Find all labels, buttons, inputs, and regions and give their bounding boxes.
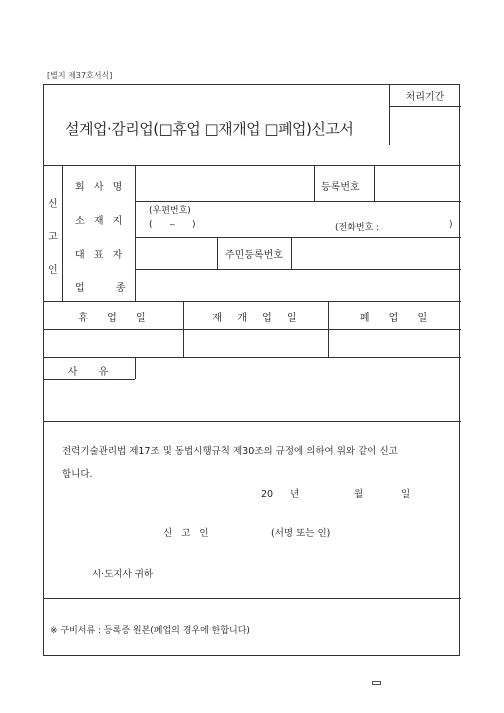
divider [217, 237, 218, 269]
representative-field[interactable] [136, 238, 216, 268]
reason-label: 사 유 [67, 367, 112, 378]
postal-code-text: (우편번호) [149, 206, 191, 216]
reopening-date-label: 재 개 업 일 [212, 313, 300, 324]
closure-date-label: 폐 업 일 [359, 313, 431, 324]
form-title: 설계업·감리업(□휴업 □재개업 □폐업)신고서 [65, 120, 354, 138]
business-type-field[interactable] [136, 270, 460, 300]
date-year: 20 년 [261, 489, 300, 500]
signature-note: (서명 또는 인) [271, 528, 331, 539]
closure-date-field[interactable] [329, 330, 460, 356]
divider [44, 379, 135, 380]
page-mark [372, 681, 381, 685]
required-documents-note: ※ 구비서류 : 등록증 원본(폐업의 경우에 한합니다) [50, 626, 250, 636]
phone-close-paren: ) [449, 220, 453, 230]
business-type-label: 업 종 [75, 283, 129, 294]
date-day: 일 [401, 489, 411, 500]
representative-label: 대 표 자 [75, 250, 126, 261]
registration-number-label: 등록번호 [321, 182, 360, 193]
address-label: 소 재 지 [75, 216, 126, 227]
divider [44, 421, 461, 422]
registration-number-field[interactable] [375, 166, 460, 200]
divider [62, 165, 63, 301]
date-month: 월 [354, 489, 364, 500]
declarant-group-char: 인 [48, 265, 58, 276]
resident-number-field[interactable] [292, 238, 460, 268]
declarant-group-char: 신 [48, 199, 58, 210]
form-reference: [별지 제37호서식] [47, 71, 113, 80]
company-name-label: 회 사 명 [75, 182, 126, 193]
declaration-statement [62, 440, 457, 486]
phone-label: (전화번호 : [335, 223, 380, 233]
suspension-date-label: 휴 업 일 [78, 313, 149, 324]
reason-field[interactable] [136, 358, 460, 420]
divider [135, 201, 461, 202]
resident-number-label: 주민등록번호 [225, 250, 283, 261]
divider [314, 165, 315, 201]
divider [44, 301, 461, 302]
divider [44, 598, 461, 599]
processing-period-label: 처리기간 [405, 92, 445, 103]
declarant-signer-label: 신 고 인 [163, 528, 212, 539]
company-name-field[interactable] [136, 166, 313, 200]
declaration-form [43, 84, 460, 656]
postal-code-format: ( ‒ ) [149, 220, 196, 230]
statement-line: 합니다. [62, 469, 93, 480]
processing-period-value[interactable] [390, 107, 460, 144]
statement-line: 전력기술관리법 제17조 및 동법시행규칙 제30조의 규정에 의하여 위와 같이 신고 [62, 446, 398, 457]
suspension-date-field[interactable] [45, 330, 182, 356]
reopening-date-field[interactable] [184, 330, 327, 356]
declarant-group-char: 고 [48, 232, 58, 243]
addressee: 시·도지사 귀하 [92, 569, 154, 580]
